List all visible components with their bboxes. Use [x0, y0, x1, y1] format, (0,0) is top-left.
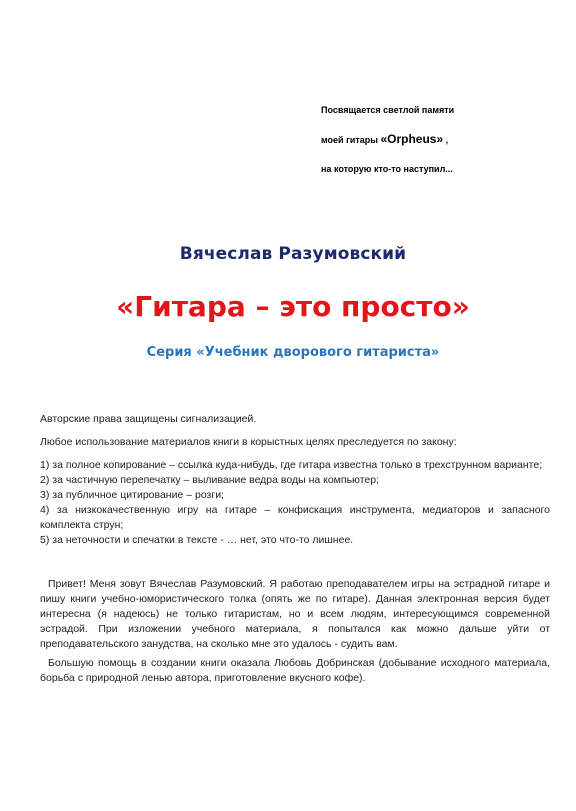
acknowledgement-paragraph: Большую помощь в создании книги оказала Любовь Добринская (добывание исходного материала, борьба с природной ленью автора, приготовление вкусного кофе). — [40, 657, 550, 684]
usage-notice: Любое использование материалов книги в корыстных целях преследуется по закону: — [40, 436, 457, 448]
dedication-line-1: Посвящается светлой памяти — [321, 105, 455, 115]
penalty-item: 1) за полное копирование – ссылка куда-нибудь, где гитара известна только в трехструнном варианте; — [40, 459, 543, 471]
author-name: Вячеслав Разумовский — [179, 244, 407, 264]
dedication-line-3: на которую кто-то наступил... — [321, 164, 453, 174]
penalty-item: 2) за частичную перепечатку – выливание ведра воды на компьютер; — [40, 474, 379, 486]
penalty-item: 4) за низкокачественную игру на гитаре – конфискация инструмента, медиаторов и запасного комплекта струн; — [40, 504, 550, 531]
guitar-name: «Orpheus» — [380, 132, 444, 146]
dedication-line-2-prefix: моей гитары — [321, 135, 381, 145]
dedication-line-2-suffix: , — [443, 135, 449, 145]
penalty-item: 3) за публичное цитирование – розги; — [40, 489, 224, 501]
penalty-list — [40, 458, 550, 548]
penalty-item: 5) за неточности и спечатки в тексте - … нет, это что-то лишнее. — [40, 534, 354, 546]
dedication-line-2 — [321, 132, 561, 147]
document-body — [40, 412, 550, 686]
dedication — [321, 103, 561, 191]
intro-paragraph: Привет! Меня зовут Вячеслав Разумовский. Я работаю преподавателем игры на эстрадной гитаре и пишу книги учебно-юмористического толка (опять же по гитаре). Данная электронная версия будет интересна (я надеюсь) не только гитаристам, но и всем людям, интересующимся современной эстрадой. При изложении учебного материала, я попытался как можно дальше уйти от преподавательского занудства, на сколько мне это удалось - судить вам. — [40, 578, 550, 650]
rights-notice: Авторские права защищены сигнализацией. — [40, 413, 257, 425]
series-title: Серия «Учебник дворового гитариста» — [146, 345, 440, 360]
book-title: «Гитара – это просто» — [116, 290, 470, 323]
